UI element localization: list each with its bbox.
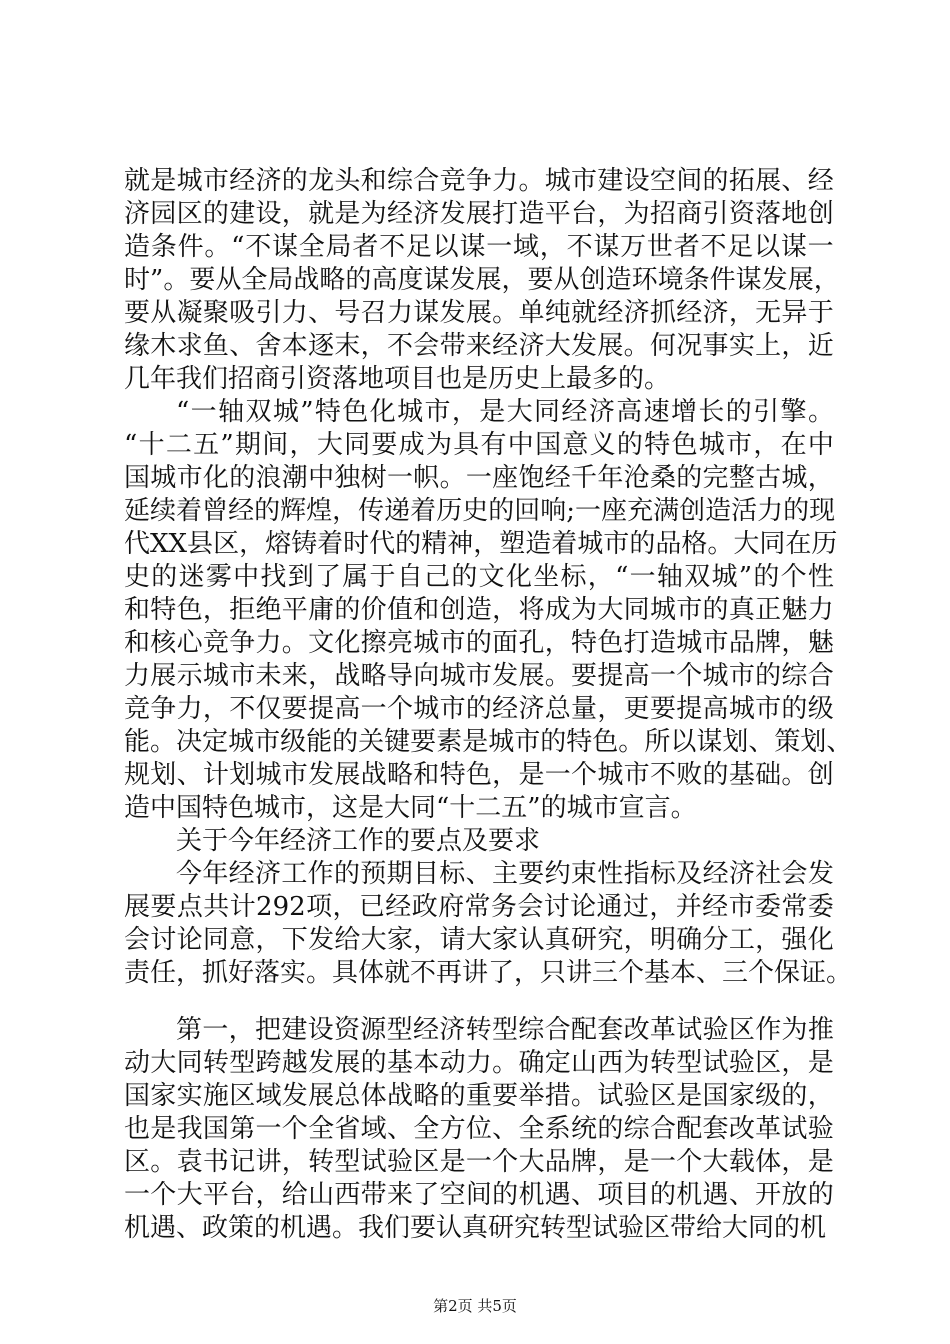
paragraph [124, 396, 853, 825]
text-line: 第 一 ， 把 建 设 资 源 型 经 济 转 型 综 合 配 套 改 革 试 验 区 作 为 推 [176, 1015, 834, 1045]
text-line: 国 城 市 化 的 浪 潮 中 独 树 一 帜 。 一 座 饱 经 千 年 沧 桑 的 完 整 古 城 ， [124, 463, 834, 493]
text-line [124, 825, 834, 858]
text-line: “ 十 二 五 ” 期 间 ， 大 同 要 成 为 具 有 中 国 意 义 的 特 色 城 市 ， 在 中 [124, 430, 834, 460]
text-line: 今 年 经 济 工 作 的 预 期 目 标 、 主 要 约 束 性 指 标 及 经 济 社 会 发 [176, 859, 834, 889]
text-line [124, 1212, 834, 1245]
text-line [124, 363, 834, 396]
text-line: 竞 争 力 ， 不 仅 要 提 高 一 个 城 市 的 经 济 总 量 ， 更 要 提 高 城 市 的 级 [124, 694, 834, 724]
text-line: 和 核 心 竞 争 力 。 文 化 擦 亮 城 市 的 面 孔 ， 特 色 打 造 城 市 品 牌 ， 魅 [124, 628, 834, 658]
text-line: 国 家 实 施 区 域 发 展 总 体 战 略 的 重 要 举 措 。 试 验 区 是 国 家 级 的 ， [124, 1081, 834, 1111]
text-line: 能 。 决 定 城 市 级 能 的 关 键 要 素 是 城 市 的 特 色 。 所 以 谋 划 、 策 划 、 [124, 727, 853, 757]
text-line [124, 792, 834, 825]
text-line: 也 是 我 国 第 一 个 全 省 域 、 全 方 位 、 全 系 统 的 综 合 配 套 改 革 试 验 [124, 1114, 834, 1144]
text-line [124, 957, 853, 990]
text-line: “ 一 轴 双 城 ” 特 色 化 城 市 ， 是 大 同 经 济 高 速 增 长 的 引 擎 。 [176, 397, 834, 427]
line-text: 机遇、政策的机遇。我们要认真研究转型试验区带给大同的机 [124, 1213, 827, 1243]
text-line: 代 XX 县 区 ， 熔 铸 着 时 代 的 精 神 ， 塑 造 着 城 市 的 品 格 。 大 同 在 历 [124, 529, 838, 559]
text-line: 济 园 区 的 建 设 ， 就 是 为 经 济 发 展 打 造 平 台 ， 为 招 商 引 资 落 地 创 [124, 199, 834, 229]
text-line: 区 。 袁 书 记 讲 ， 转 型 试 验 区 是 一 个 大 品 牌 ， 是 一 个 大 载 体 ， 是 [124, 1147, 834, 1177]
text-line: 造 条 件 。 “ 不 谋 全 局 者 不 足 以 谋 一 域 ， 不 谋 万 世 者 不 足 以 谋 一 [124, 232, 834, 262]
text-line: 规 划 、 计 划 城 市 发 展 战 略 和 特 色 ， 是 一 个 城 市 不 败 的 基 础 。 创 [124, 760, 834, 790]
paragraph-gap [124, 990, 834, 1014]
paragraph [124, 825, 834, 858]
text-line: 史 的 迷 雾 中 找 到 了 属 于 自 己 的 文 化 坐 标 ， “ 一 轴 双 城 ” 的 个 性 [124, 562, 834, 592]
text-line: 延 续 着 曾 经 的 辉 煌 ， 传 递 着 历 史 的 回 响 ; 一 座 充 满 创 造 活 力 的 现 [124, 496, 836, 526]
text-line: 要 从 凝 聚 吸 引 力 、 号 召 力 谋 发 展 。 单 纯 就 经 济 抓 经 济 ， 无 异 于 [124, 298, 834, 328]
text-line: 力 展 示 城 市 未 来 ， 战 略 导 向 城 市 发 展 。 要 提 高 一 个 城 市 的 综 合 [124, 661, 834, 691]
text-line: 一 个 大 平 台 ， 给 山 西 带 来 了 空 间 的 机 遇 、 项 目 的 机 遇 、 开 放 的 [124, 1180, 834, 1210]
paragraph [124, 858, 853, 990]
text-line: 缘 木 求 鱼 、 舍 本 逐 末 ， 不 会 带 来 经 济 大 发 展 。 何 况 事 实 上 ， 近 [124, 331, 834, 361]
line-text: 几年我们招商引资落地项目也是历史上最多的。 [124, 364, 671, 394]
paragraph [124, 1014, 834, 1245]
text-line: 和 特 色 ， 拒 绝 平 庸 的 价 值 和 创 造 ， 将 成 为 大 同 城 市 的 真 正 魅 力 [124, 595, 834, 625]
line-text: 责任，抓好落实。具体就不再讲了，只讲三个基本、三个保证。 [124, 958, 853, 988]
text-line: 会 讨 论 同 意 ， 下 发 给 大 家 ， 请 大 家 认 真 研 究 ， 明 确 分 工 ， 强 化 [124, 925, 834, 955]
page-footer: 第2页 共5页 [433, 1297, 517, 1315]
document-body [124, 165, 853, 1245]
text-line: 动 大 同 转 型 跨 越 发 展 的 基 本 动 力 。 确 定 山 西 为 转 型 试 验 区 ， 是 [124, 1048, 834, 1078]
paragraph [124, 165, 840, 396]
line-text: 造中国特色城市，这是大同“十二五”的城市宣言。 [124, 793, 697, 823]
text-line: 时 ” 。 要 从 全 局 战 略 的 高 度 谋 发 展 ， 要 从 创 造 环 境 条 件 谋 发 展 ， [124, 265, 840, 295]
text-line: 就 是 城 市 经 济 的 龙 头 和 综 合 竞 争 力 。 城 市 建 设 空 间 的 拓 展 、 经 [124, 166, 834, 196]
line-text: 关于今年经济工作的要点及要求 [176, 826, 541, 856]
text-line: 展 要 点 共 计 292 项 ， 已 经 政 府 常 务 会 讨 论 通 过 ， 并 经 市 委 常 委 [124, 892, 834, 922]
